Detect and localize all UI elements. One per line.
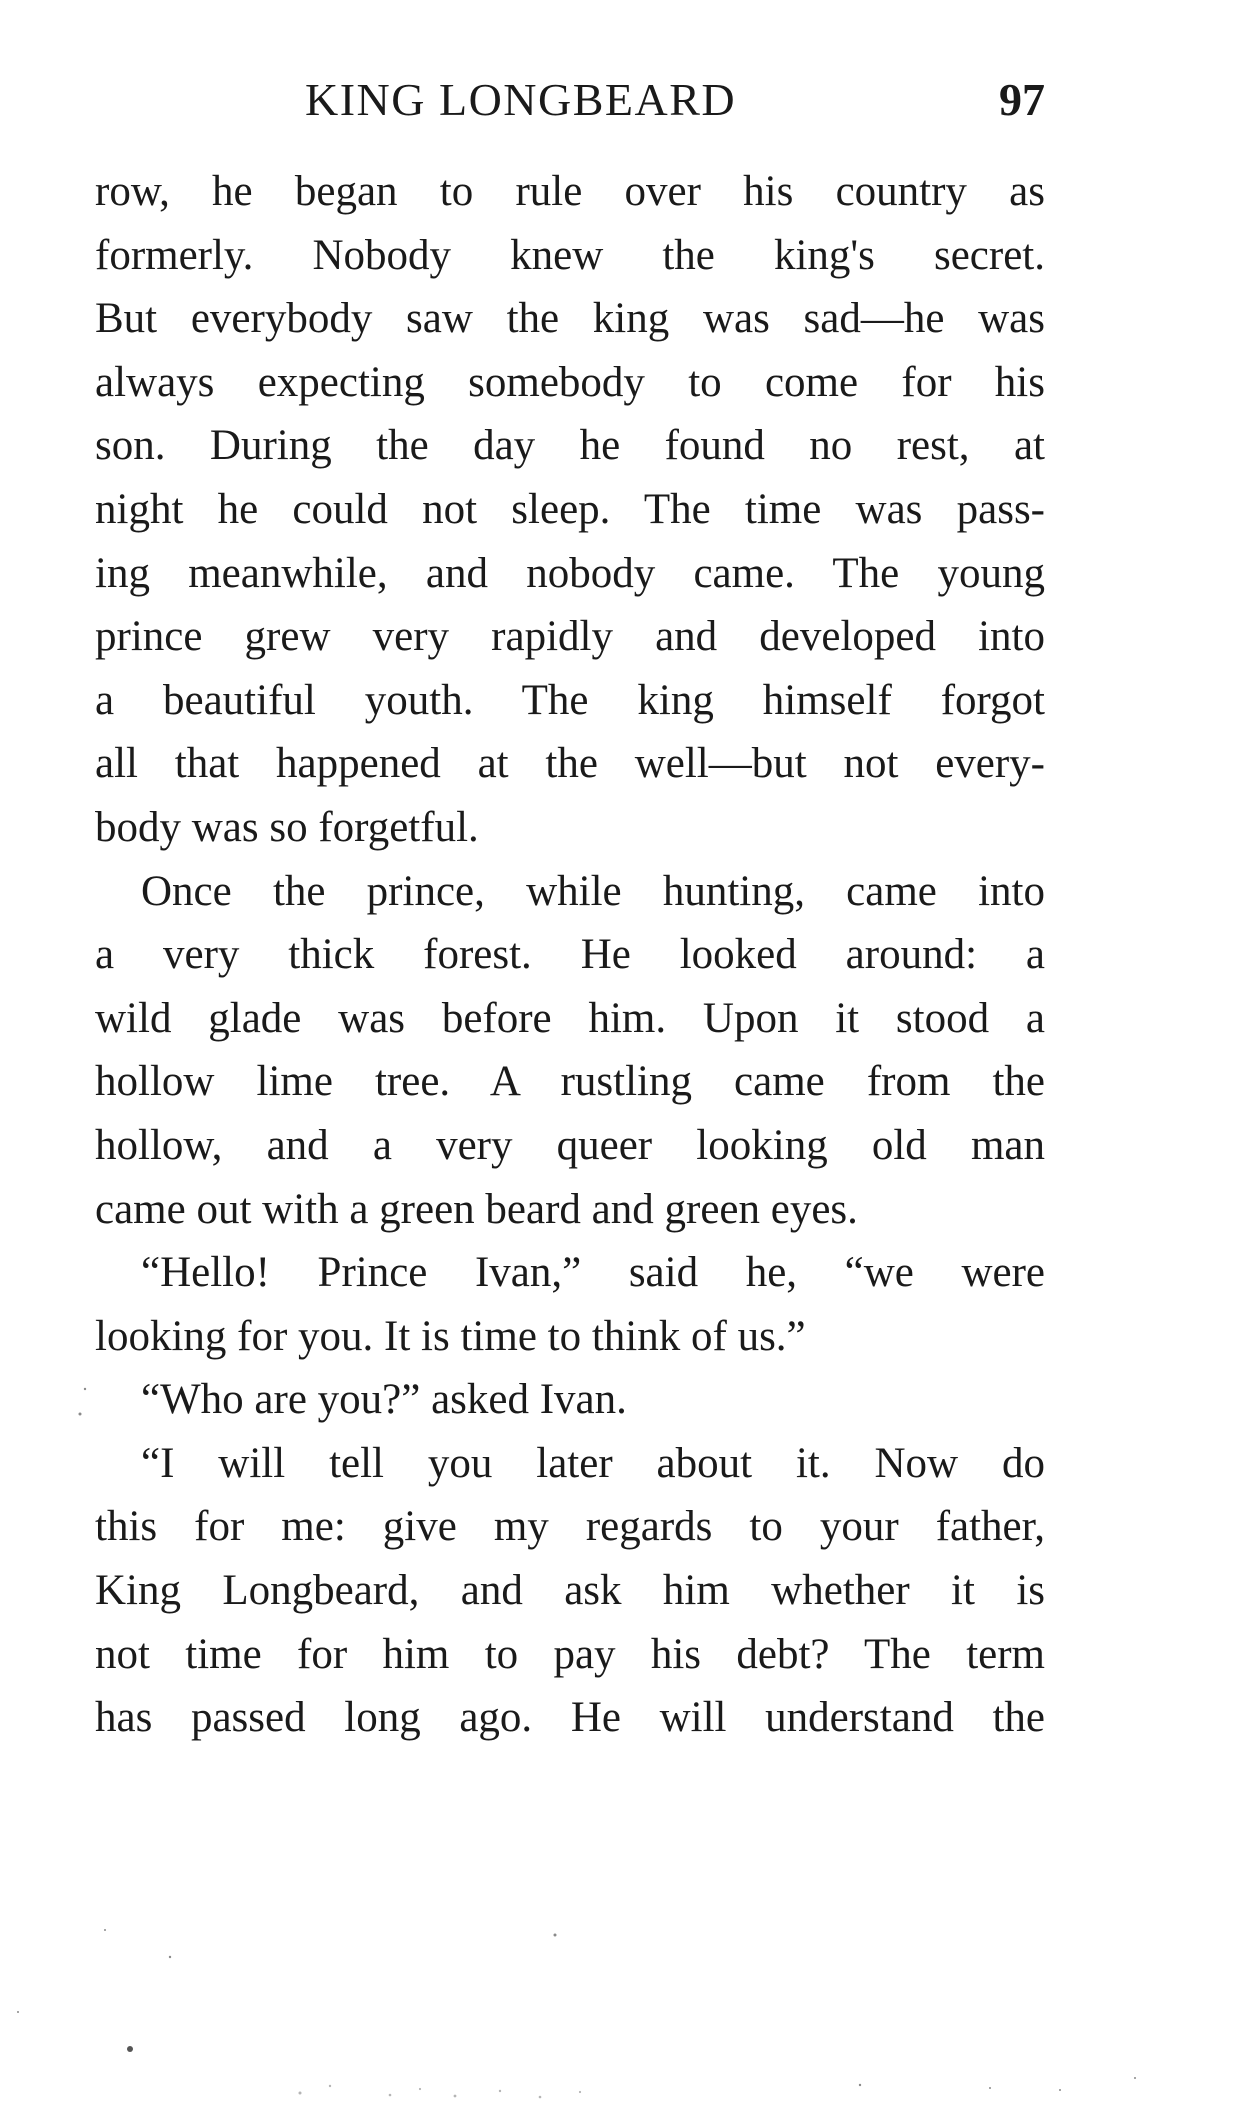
speck — [499, 2090, 501, 2092]
text-line: wild glade was before him. Upon it stood a — [95, 994, 1045, 1042]
text-line: a very thick forest. He looked around: a — [95, 931, 1045, 979]
text-line: “Who are you?” asked Ivan. — [141, 1376, 627, 1424]
text-line: body was so forgetful. — [95, 803, 479, 851]
text-line: “I will tell you later about it. Now do — [141, 1439, 1045, 1487]
text-line: ing meanwhile, and nobody came. The young — [95, 549, 1045, 597]
speck — [329, 2085, 331, 2087]
text-line: a beautiful youth. The king himself forgot — [95, 676, 1045, 724]
running-title: KING LONGBEARD — [305, 74, 737, 125]
text-line: King Longbeard, and ask him whether it is — [95, 1567, 1045, 1615]
text-line: prince grew very rapidly and developed into — [95, 613, 1045, 661]
paragraph-4 — [95, 1368, 1045, 1432]
text-line: “Hello! Prince Ivan,” said he, “we were — [141, 1249, 1045, 1297]
speck — [579, 2091, 581, 2093]
speck — [169, 1956, 171, 1958]
text-line: looking for you. It is time to think of us.” — [95, 1312, 806, 1360]
text-line: hollow, and a very queer looking old man — [95, 1121, 1045, 1169]
text-line: But everybody saw the king was sad—he was — [95, 295, 1045, 343]
text-line: came out with a green beard and green eyes. — [95, 1185, 858, 1233]
speck — [539, 2096, 542, 2099]
text-line: hollow lime tree. A rustling came from the — [95, 1058, 1045, 1106]
text-line: row, he began to rule over his country as — [95, 168, 1045, 215]
text-line: formerly. Nobody knew the king's secret. — [95, 231, 1045, 279]
text-line: all that happened at the well—but not every- — [95, 740, 1045, 788]
text-line: Once the prince, while hunting, came into — [141, 867, 1045, 915]
speck — [104, 1929, 106, 1931]
speck — [419, 2088, 421, 2090]
text-line: night he could not sleep. The time was pass- — [95, 485, 1045, 533]
speck — [299, 2092, 302, 2095]
text-line: has passed long ago. He will understand the — [95, 1694, 1045, 1742]
speck — [79, 1413, 82, 1416]
speck — [127, 2046, 133, 2052]
paragraph-3 — [95, 1241, 1045, 1368]
text-line: son. During the day he found no rest, at — [95, 422, 1045, 470]
body-text — [95, 160, 1045, 1750]
page-number: 97 — [999, 74, 1045, 125]
paragraph-5 — [95, 1432, 1045, 1750]
speck — [84, 1388, 86, 1390]
speck — [989, 2087, 991, 2089]
speck — [1059, 2089, 1061, 2091]
speck — [1134, 2077, 1136, 2079]
speck — [454, 2095, 457, 2098]
running-head — [95, 70, 1045, 130]
text-line: this for me: give my regards to your father, — [95, 1503, 1045, 1551]
text-line: always expecting somebody to come for his — [95, 358, 1045, 406]
speck — [859, 2084, 861, 2086]
paragraph-2 — [95, 860, 1045, 1242]
speck — [389, 2094, 392, 2097]
text-line: not time for him to pay his debt? The term — [95, 1630, 1045, 1678]
speck — [554, 1934, 557, 1937]
paragraph-1 — [95, 160, 1045, 860]
speck — [17, 2011, 19, 2013]
